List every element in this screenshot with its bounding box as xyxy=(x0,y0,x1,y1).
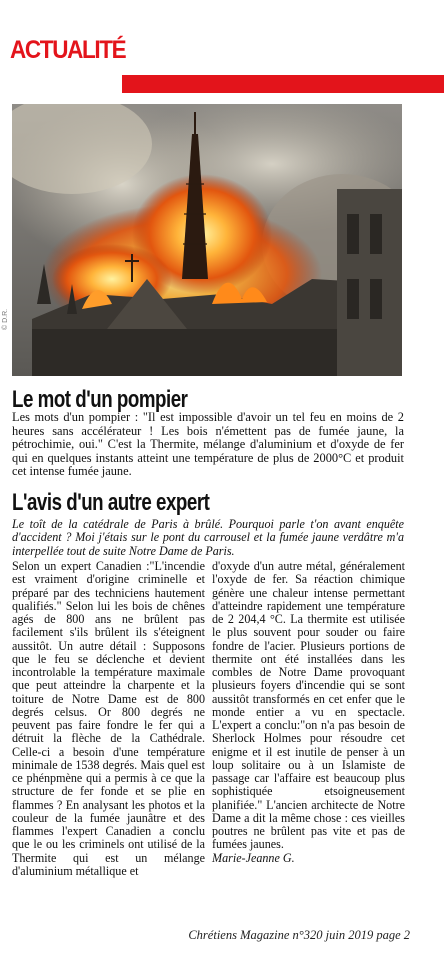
section-title: ACTUALITÉ xyxy=(10,36,126,64)
author-signature: Marie-Jeanne G. xyxy=(212,850,295,865)
cathedral-fire-photo xyxy=(12,104,402,376)
header-accent-bar xyxy=(122,75,444,93)
page-footer: Chrétiens Magazine n°320 juin 2019 page 2 xyxy=(188,928,410,942)
article2-title: L'avis d'un autre expert xyxy=(12,489,210,516)
article1-body: Les mots d'un pompier : "Il est impossible d'avoir un tel feu en moins de 2 heures sans accélérateur ! Les bois n'émettent pas de fumée jaune, la pétrochimie, oui." C'est la Thermite, mélange d'aluminium et d'oxyde de fer qui en quelques instants atteint une température de plus de 2000°C et produit cet intense fumée jaune. xyxy=(12,410,404,479)
article2-column-1: Selon un expert Canadien :"L'incendie est vraiment d'origine criminelle et préparé par des techniciens hautement qualifiés." Selon lui les bois de chênes agés de 800 ans ne brûlent pas facilement s'ils brûlent ils s'éteignent aussitôt. Un autre détail : Supposons que le feu se déclenche et devient incontrolable la température maximale que peut atteindre la charpente et la toiture de Notre Dame est de 800 degrés celsus. Or 800 degrés ne peuvent pas faire fondre le fer qui a détruit la flèche de la Cathédrale. Celle-ci a besoin d'une température minimale de 1538 degrés. Mais quel est ce phénpmène qui a permis à ce que la structure de fer fonde et se plie en flammes ? En analysant les photos et la couleur de la fumée jaunâtre et des flammes l'expert Canadien a conclu que le ou les criminels ont utilisé de la Thermite qui est un mélange d'aluminium métallique et xyxy=(12,559,205,878)
photo-credit: © D.R. xyxy=(2,308,9,330)
article2-column-2-text: d'oxyde d'un autre métal, généralement l'oxyde de fer. Sa réaction chimique génère une chaleur intense permettant d'atteindre rapidement une température de 2 204,4 °C. La thermite est utilisée le plus souvent pour souder ou faire fondre de l'acier. Plusieurs portions de thermite ont été installées dans les combles de Notre Dame provoquant plusieurs foyers d'incendie qui se sont aussitôt transformés en cet enfer que le monde entier a vu en spectacle. L'expert a conclu:"on n'a pas besoin de Sherlock Holmes pour résoudre cet enigme et il est inutile de penser à un loup solitaire ou à un Islamiste de passage car l'affaire est beaucoup plus sophistiquée etsoigneusement planifiée." L'ancien architecte de Notre Dame a dit la même chose : ces vieilles poutres ne brûlent pas vite et pas de fumées jaunes. xyxy=(212,559,405,852)
article2-column-2 xyxy=(212,560,405,865)
article1-title: Le mot d'un pompier xyxy=(12,386,188,413)
article2-intro: Le toît de la catédrale de Paris à brûlé. Pourquoi parle t'on avant enquête d'accident ? Moi j'étais sur le pont du carrousel et la fumée jaune verdâtre m'a interpellée tout de suite Notre Dame de Paris. xyxy=(12,517,404,558)
